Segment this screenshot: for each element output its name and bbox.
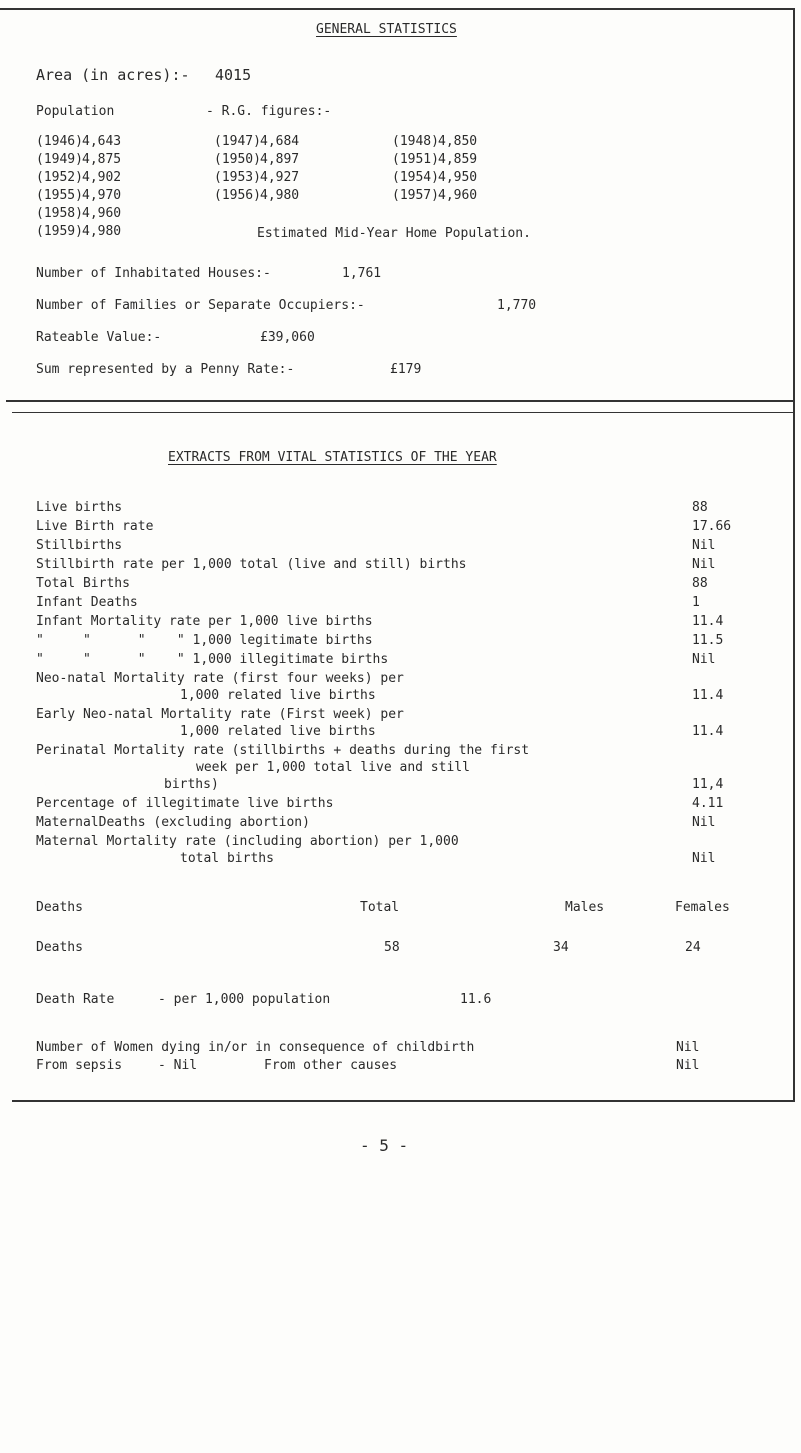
penny-label: Sum represented by a Penny Rate:- [36,362,295,377]
sepsis-label: From sepsis [36,1058,123,1073]
section-divider [6,400,795,402]
vital-row-value: 4.11 [692,796,724,811]
vital-row-label: MaternalDeaths (excluding abortion) [36,815,310,830]
population-year: (1958) [36,206,83,221]
area-label: Area (in acres):- [36,66,190,84]
vital-row-label: total births [180,851,274,866]
estimate-note: Estimated Mid-Year Home Population. [257,226,531,241]
rateable-value: £39,060 [260,330,315,345]
top-rule [0,8,795,10]
population-year: (1957) [392,188,439,203]
penny-value: £179 [390,362,422,377]
death-rate-value: 11.6 [460,992,492,1007]
vital-row-label: Total Births [36,576,130,591]
general-title: GENERAL STATISTICS [316,22,457,37]
population-value: 4,980 [82,224,122,239]
population-year: (1947) [214,134,261,149]
population-year: (1953) [214,170,261,185]
bottom-rule [12,1100,795,1102]
vital-row-label: 1,000 related live births [180,688,376,703]
population-year: (1955) [36,188,83,203]
population-value: 4,897 [260,152,300,167]
population-value: 4,950 [438,170,478,185]
other-causes-value: Nil [676,1058,700,1073]
area-value: 4015 [215,66,252,84]
rateable-label: Rateable Value:- [36,330,162,345]
vital-row-label: Stillbirth rate per 1,000 total (live and still) births [36,557,467,572]
vital-row-label: Live Birth rate [36,519,154,534]
population-year: (1952) [36,170,83,185]
population-year: (1954) [392,170,439,185]
vital-row-value: Nil [692,538,716,553]
vital-row-label: Perinatal Mortality rate (stillbirths + deaths during the first [36,743,530,758]
population-value: 4,902 [82,170,122,185]
vital-row-value: 1 [692,595,700,610]
population-value: 4,960 [82,206,122,221]
population-year: (1956) [214,188,261,203]
vital-row-label: " " " " 1,000 legitimate births [36,633,373,648]
population-year: (1946) [36,134,83,149]
vital-row-value: 88 [692,500,708,515]
houses-label: Number of Inhabitated Houses:- [36,266,271,281]
vital-row-label: Maternal Mortality rate (including abortion) per 1,000 [36,834,459,849]
families-label: Number of Families or Separate Occupiers:- [36,298,365,313]
families-value: 1,770 [497,298,537,313]
deaths-header-males: Males [565,900,605,915]
vital-title: EXTRACTS FROM VITAL STATISTICS OF THE YEAR [168,450,497,465]
population-value: 4,960 [438,188,478,203]
houses-value: 1,761 [342,266,382,281]
deaths-header-total: Total [360,900,400,915]
population-value: 4,875 [82,152,122,167]
vital-row-value: 88 [692,576,708,591]
vital-row-value: 11.4 [692,688,724,703]
population-year: (1949) [36,152,83,167]
population-value: 4,643 [82,134,122,149]
death-rate-basis: - per 1,000 population [158,992,331,1007]
vital-row-value: 11.5 [692,633,724,648]
population-value: 4,980 [260,188,300,203]
deaths-header-females: Females [675,900,730,915]
population-year: (1959) [36,224,83,239]
death-rate-label: Death Rate [36,992,115,1007]
deaths-males: 34 [553,940,569,955]
deaths-row-label: Deaths [36,940,83,955]
population-year: (1951) [392,152,439,167]
vital-row-value: Nil [692,652,716,667]
vital-row-value: 17.66 [692,519,732,534]
page-number: - 5 - [360,1136,409,1155]
vital-row-value: 11.4 [692,614,724,629]
deaths-total: 58 [384,940,400,955]
vital-row-label: 1,000 related live births [180,724,376,739]
deaths-females: 24 [685,940,701,955]
vital-row-label: Infant Deaths [36,595,138,610]
vital-row-label: week per 1,000 total live and still [196,760,470,775]
population-value: 4,850 [438,134,478,149]
population-value: 4,684 [260,134,300,149]
childbirth-label: Number of Women dying in/or in consequence of childbirth [36,1040,475,1055]
childbirth-value: Nil [676,1040,700,1055]
vital-row-label: Stillbirths [36,538,123,553]
vital-row-label: Neo-natal Mortality rate (first four weeks) per [36,671,404,686]
vital-row-value: 11,4 [692,777,724,792]
deaths-header-label: Deaths [36,900,83,915]
vital-row-label: Live births [36,500,123,515]
population-value: 4,859 [438,152,478,167]
vital-row-label: births) [164,777,219,792]
section-divider-2 [12,412,795,413]
population-year: (1950) [214,152,261,167]
vital-row-label: Infant Mortality rate per 1,000 live births [36,614,373,629]
population-label: Population [36,104,115,119]
sepsis-value: - Nil [158,1058,198,1073]
vital-row-label: Early Neo-natal Mortality rate (First week) per [36,707,404,722]
vital-row-label: Percentage of illegitimate live births [36,796,334,811]
other-causes-label: From other causes [264,1058,398,1073]
population-value: 4,927 [260,170,300,185]
vital-row-value: 11.4 [692,724,724,739]
vital-row-value: Nil [692,815,716,830]
vital-row-value: Nil [692,851,716,866]
population-source: - R.G. figures:- [206,104,332,119]
vital-row-label: " " " " 1,000 illegitimate births [36,652,389,667]
population-year: (1948) [392,134,439,149]
vital-row-value: Nil [692,557,716,572]
right-border [793,8,795,1100]
population-value: 4,970 [82,188,122,203]
